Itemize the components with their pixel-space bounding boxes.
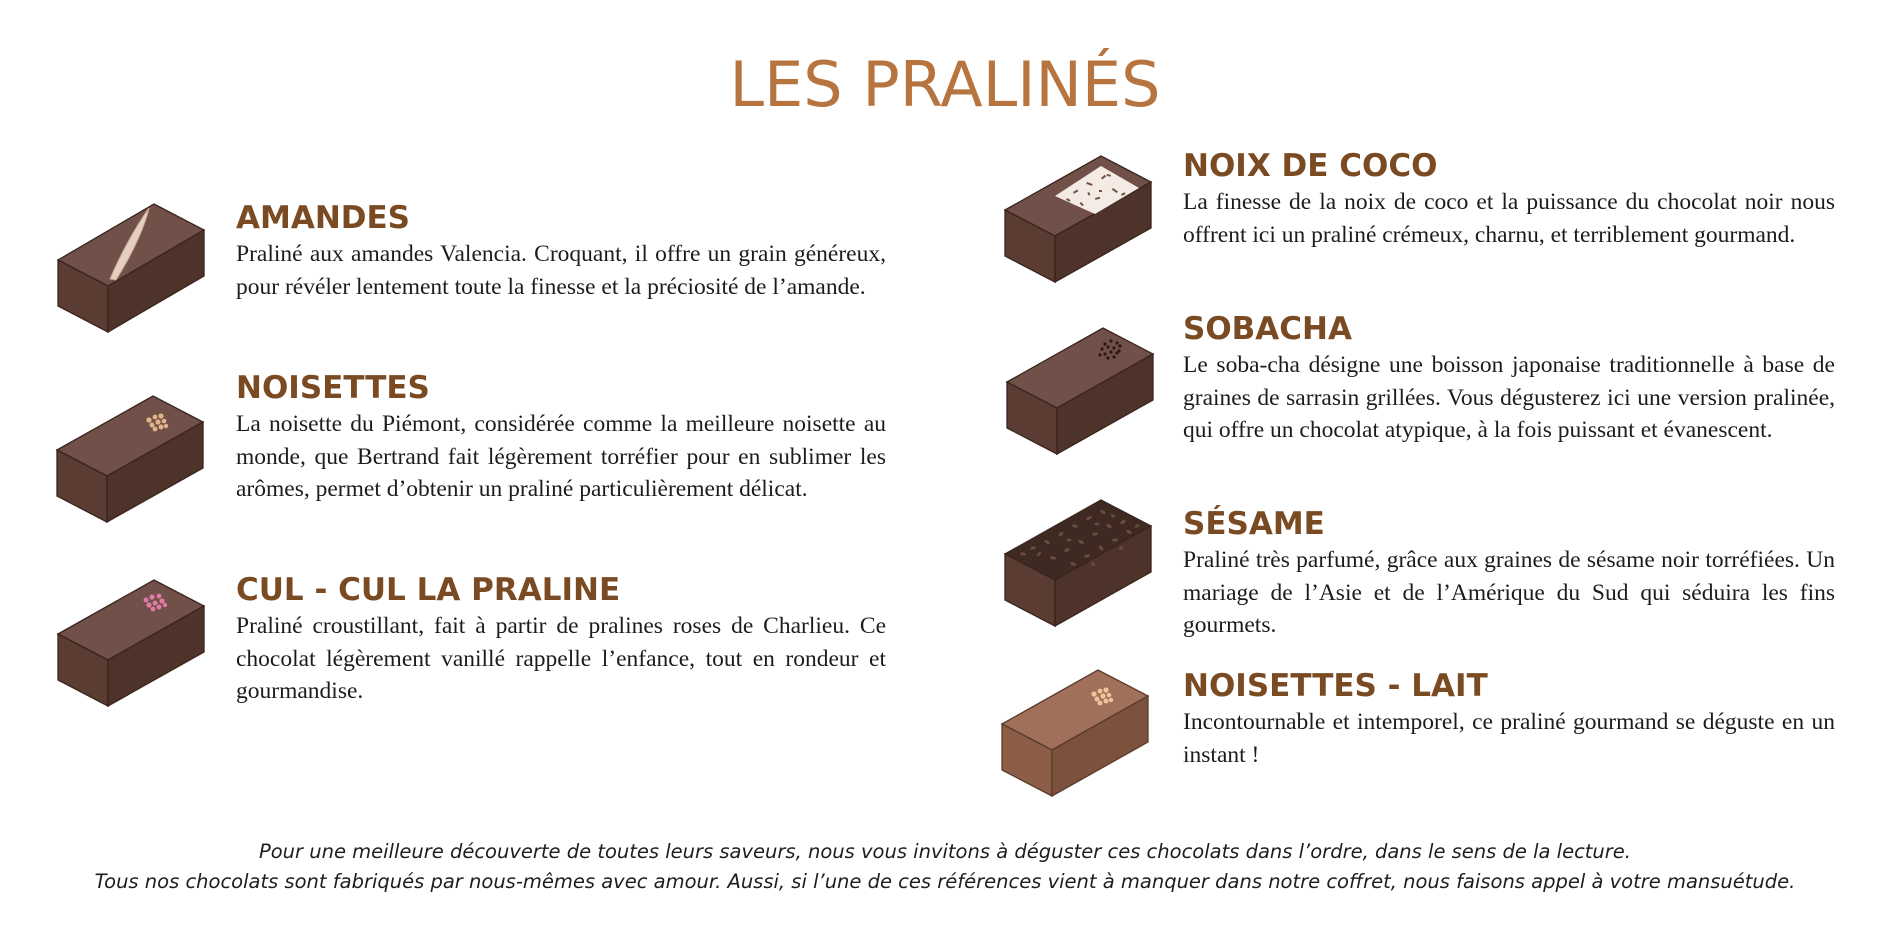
noisettes-lait-name: NOISETTES - LAIT (1183, 668, 1488, 704)
noisettes-lait-description: Incontournable et intemporel, ce praliné gourmand se déguste en un instant ! (1183, 709, 1835, 768)
noix-de-coco-chocolate-icon (1003, 152, 1153, 286)
sobacha-name: SOBACHA (1183, 311, 1352, 347)
sesame-description: Praliné très parfumé, grâce aux graines de sésame noir torréfiées. Un mariage de l’Asie et de l’Amérique du Sud qui séduira les fins gourmets. (1183, 547, 1835, 638)
noisettes-chocolate-icon (55, 392, 205, 526)
sobacha-description: Le soba-cha désigne une boisson japonaise traditionnelle à base de graines de sarrasin grillées. Vous dégusterez ici une version pralinée, qui offre un chocolat atypique, à la fois puissant et évanescent. (1183, 352, 1835, 443)
amandes-description: Praliné aux amandes Valencia. Croquant, il offre un grain généreux, pour révéler lentement toute la finesse et la préciosité de l’amande. (236, 241, 886, 300)
amandes-chocolate-icon (56, 200, 206, 336)
sesame-name: SÉSAME (1183, 506, 1325, 542)
footer-line-1: Pour une meilleure découverte de toutes leurs saveurs, nous vous invitons à déguster ces chocolats dans l’ordre, dans le sens de la lecture. (258, 840, 1632, 863)
cul-cul-la-praline-chocolate-icon (56, 576, 206, 710)
page-title: LES PRALINÉS (729, 48, 1161, 121)
footer-line-2: Tous nos chocolats sont fabriqués par nous-mêmes avec amour. Aussi, si l’une de ces références vient à manquer dans notre coffret, nous faisons appel à votre mansuétude. (94, 870, 1796, 893)
sesame-chocolate-icon (1003, 496, 1153, 630)
noisettes-description: La noisette du Piémont, considérée comme la meilleure noisette au monde, que Bertrand fait légèrement torréfier pour en sublimer les arômes, permet d’obtenir un praliné particulièrement délicat. (236, 411, 886, 502)
cul-cul-la-praline-description: Praliné croustillant, fait à partir de pralines roses de Charlieu. Ce chocolat légèrement vanillé rappelle l’enfance, tout en rondeur et gourmandise. (236, 613, 886, 704)
noisettes-name: NOISETTES (236, 370, 430, 406)
sobacha-chocolate-icon (1005, 324, 1155, 458)
noix-de-coco-name: NOIX DE COCO (1183, 148, 1438, 184)
amandes-name: AMANDES (236, 200, 411, 236)
cul-cul-la-praline-name: CUL - CUL LA PRALINE (236, 572, 621, 608)
noisettes-lait-chocolate-icon (1000, 666, 1150, 800)
noix-de-coco-description: La finesse de la noix de coco et la puissance du chocolat noir nous offrent ici un praliné crémeux, charnu, et terriblement gourmand. (1183, 189, 1835, 248)
